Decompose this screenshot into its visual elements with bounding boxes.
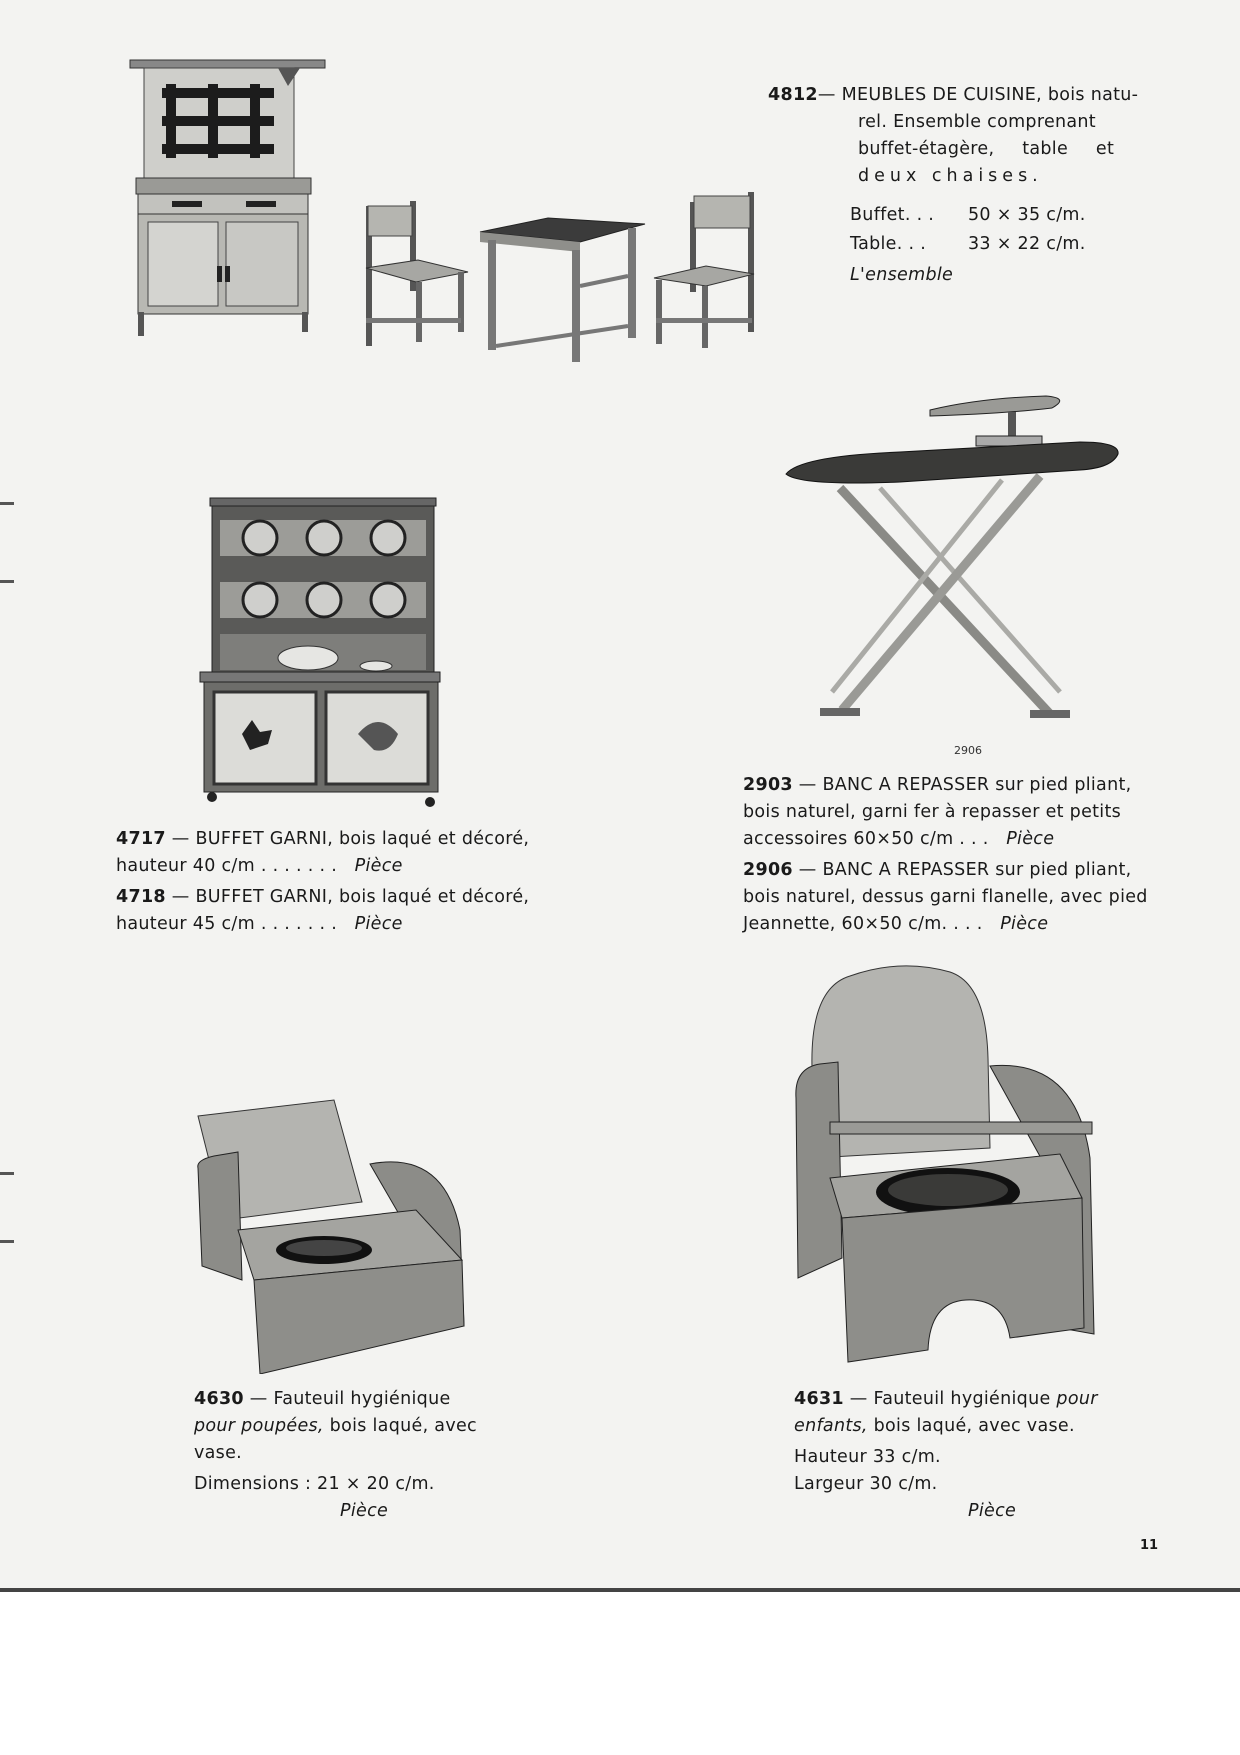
item-title: — BANC A REPASSER sur pied pliant, — [798, 775, 1132, 795]
item-number: 4717 — [116, 829, 166, 849]
buffet-label: Buffet. . . — [850, 205, 935, 225]
description-line: bois laqué, avec vase. — [867, 1416, 1075, 1436]
description-line: buffet-étagère, table et — [858, 139, 1115, 159]
item-height: Hauteur 33 c/m. — [794, 1447, 941, 1467]
binding-mark — [0, 1240, 14, 1243]
binding-mark — [0, 580, 14, 583]
item-dimensions: Dimensions : 21 × 20 c/m. — [194, 1474, 435, 1494]
item-title: — BUFFET GARNI, bois laqué et décoré, — [171, 887, 530, 907]
dimensions-table — [768, 202, 1158, 258]
item-price: Pièce — [1006, 829, 1055, 849]
item-title: — BANC A REPASSER sur pied pliant, — [798, 860, 1132, 880]
binding-mark — [0, 502, 14, 505]
item-purpose: pour — [1056, 1389, 1098, 1409]
buffet-descriptions — [116, 826, 556, 938]
description-line: deux chaises. — [858, 166, 1043, 186]
buffet-photo — [198, 494, 444, 814]
description-line: bois naturel, garni fer à repasser et petits — [743, 802, 1122, 822]
kitchen-furniture-photo — [128, 56, 768, 366]
item-title: — MEUBLES DE CUISINE, bois natu- — [817, 85, 1139, 105]
item-number: 4631 — [794, 1389, 844, 1409]
buffet-dimensions: 50 × 35 c/m. — [968, 205, 1086, 225]
ironing-board-photo — [780, 392, 1125, 752]
doll-armchair-description — [194, 1386, 494, 1525]
item-price: Pièce — [1000, 914, 1049, 934]
item-number: 2906 — [743, 860, 793, 880]
item-dimensions: accessoires 60×50 c/m . . . — [743, 829, 989, 849]
item-title: — Fauteuil hygiénique — [849, 1389, 1051, 1409]
item-purpose: pour poupées, — [194, 1416, 324, 1436]
description-line: rel. Ensemble comprenant — [858, 112, 1096, 132]
item-dimensions: Jeannette, 60×50 c/m. . . . — [743, 914, 983, 934]
item-price: Pièce — [354, 914, 403, 934]
item-number: 4812 — [768, 85, 818, 105]
description-line: vase. — [194, 1443, 243, 1463]
item-number: 4630 — [194, 1389, 244, 1409]
kitchen-set-description — [768, 82, 1158, 289]
item-height: hauteur 40 c/m . . . . . . . — [116, 856, 338, 876]
photo-caption: 2906 — [954, 744, 982, 757]
table-label: Table. . . — [850, 234, 927, 254]
ensemble-label: L'ensemble — [850, 265, 954, 285]
item-purpose: enfants, — [794, 1416, 868, 1436]
item-price: Pièce — [340, 1501, 389, 1521]
item-width: Largeur 30 c/m. — [794, 1474, 938, 1494]
item-number: 4718 — [116, 887, 166, 907]
item-title: — BUFFET GARNI, bois laqué et décoré, — [171, 829, 530, 849]
item-number: 2903 — [743, 775, 793, 795]
page-number: 11 — [1140, 1538, 1159, 1553]
item-price: Pièce — [354, 856, 403, 876]
doll-armchair-photo — [194, 1090, 470, 1374]
binding-mark — [0, 1172, 14, 1175]
page-edge — [0, 1588, 1240, 1592]
table-dimensions: 33 × 22 c/m. — [968, 234, 1086, 254]
item-title: — Fauteuil hygiénique — [249, 1389, 451, 1409]
item-height: hauteur 45 c/m . . . . . . . — [116, 914, 338, 934]
item-price: Pièce — [968, 1501, 1017, 1521]
child-armchair-photo — [790, 958, 1112, 1376]
ironing-board-descriptions — [743, 772, 1163, 938]
description-line: bois laqué, avec — [323, 1416, 477, 1436]
child-armchair-description — [794, 1386, 1124, 1525]
description-line: bois naturel, dessus garni flanelle, avec pied — [743, 887, 1148, 907]
